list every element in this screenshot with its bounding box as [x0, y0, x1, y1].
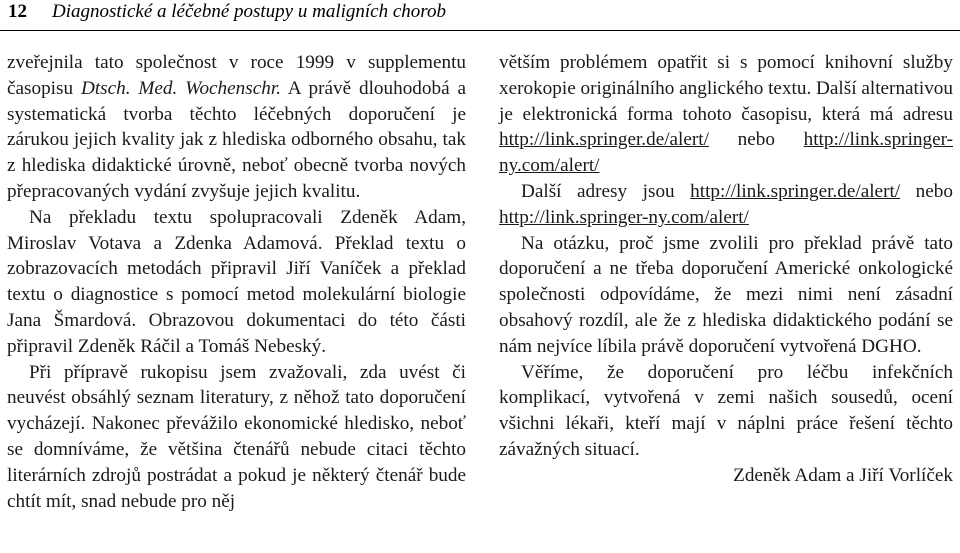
paragraph-2: Na překladu textu spolupracovali Zdeněk Adam, Miroslav Votava a Zdenka Adamová. Překlad textu o zobrazovacích metodách připravil Jiří Vaníček a překlad textu o diagnostice s pomocí metod molekulární biologie Jana Šmardová. Obrazovou dokumentaci do této části připravil Zdeněk Ráčil a Tomáš Nebeský.: [7, 206, 466, 357]
paragraph-3: Při přípravě rukopisu jsem zvažovali, zda uvést či neuvést obsáhlý seznam literatury, z něhož tato doporučení vycházejí. Nakonec převážilo ekonomické hledisko, neboť se domníváme, že většina čtenářů nebude citaci těchto literárních zdrojů postrádat a pokud je některý čtenář bude chtít mít, snad nebude pro něj: [7, 361, 466, 512]
journal-name: Dtsch. Med. Wochenschr.: [80, 77, 281, 99]
paragraph-5-mid: nebo: [900, 180, 953, 202]
paragraph-1: [7, 50, 466, 205]
springer-de-link[interactable]: http://link.springer.de/alert/: [499, 129, 709, 151]
right-column: [499, 50, 953, 489]
paragraph-4-mid: nebo: [708, 129, 804, 151]
paragraph-4: [499, 50, 953, 179]
left-column: [7, 50, 466, 514]
paragraph-7: Věříme, že doporučení pro léčbu infekčních komplikací, vytvořená v zemi našich sousedů, ocení všichni lékaři, kteří mají v náplni práce řešení těchto závažných situací.: [499, 361, 953, 460]
springer-ny-link-2[interactable]: http://link.springer-ny.com/alert/: [499, 206, 749, 228]
paragraph-4-text: větším problémem opatřit si s pomocí knihovní služby xerokopie originálního anglického textu. Další alternativou je elektronická forma tohoto časopisu, která má adresu: [499, 52, 953, 125]
springer-ny-link[interactable]: http://link.springer-ny.com/alert/: [499, 129, 953, 177]
paragraph-1-text: zveřejnila tato společnost v roce 1999 v supplementu časopisu: [7, 52, 466, 99]
paragraph-5-text: Další adresy jsou: [521, 180, 691, 202]
page-number: 12: [8, 1, 27, 22]
springer-de-link-2[interactable]: http://link.springer.de/alert/: [690, 180, 901, 202]
author-signature: Zdeněk Adam a Jiří Vorlíček: [733, 464, 953, 486]
paragraph-5: [499, 179, 953, 231]
paragraph-1-rest: A právě dlouhodobá a systematická tvorba těchto léčebných doporučení je zárukou jejich kvality jak z hlediska odborného obsahu, tak z hlediska didaktické úrovně, neboť obecně tvorba nových přepracovaných vydání zvyšuje jejich kvalitu.: [7, 77, 466, 202]
running-title: Diagnostické a léčebné postupy u maligních chorob: [52, 1, 446, 22]
paragraph-6: Na otázku, proč jsme zvolili pro překlad právě tato doporučení a ne třeba doporučení Americké onkologické společnosti odpovídáme, že mezi nimi není zásadní obsahový rozdíl, ale že z hlediska didaktického podání se nám nejvíce líbila právě doporučení vytvořená DGHO.: [499, 232, 953, 357]
running-header: [0, 0, 960, 31]
